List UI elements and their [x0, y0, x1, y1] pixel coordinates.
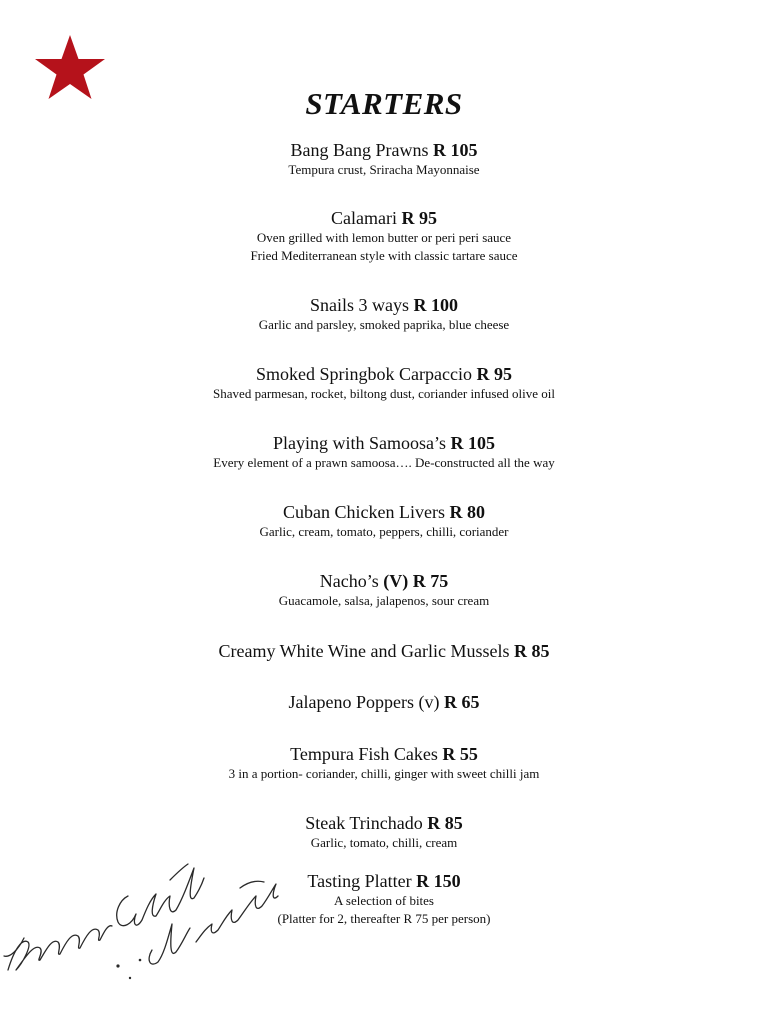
- item-description: Fried Mediterranean style with classic tartare sauce: [250, 247, 518, 263]
- menu-item-heading: [0, 432, 768, 454]
- item-description: (Platter for 2, thereafter R 75 per person): [277, 910, 491, 926]
- vegetarian-badge: (V): [383, 571, 409, 591]
- item-price: R 65: [443, 692, 480, 712]
- menu-item-bang-bang-prawns: [0, 139, 768, 179]
- item-name: Smoked Springbok Carpaccio: [256, 364, 472, 384]
- item-name: Calamari: [331, 208, 397, 228]
- menu-item-heading: [0, 501, 768, 523]
- item-name: Cuban Chicken Livers: [283, 502, 445, 522]
- menu-item-jalapeno-poppers-v: [0, 691, 768, 713]
- item-description: Tempura crust, Sriracha Mayonnaise: [288, 162, 480, 177]
- menu-item-creamy-white-wine-and-garlic-mussels: [0, 640, 768, 662]
- item-name: Creamy White Wine and Garlic Mussels: [218, 641, 510, 661]
- item-price: R 80: [449, 502, 485, 522]
- item-price: R 85: [514, 641, 550, 661]
- item-name: Tempura Fish Cakes: [290, 744, 438, 764]
- menu-item-calamari: [0, 207, 768, 264]
- menu-item-cuban-chicken-livers: [0, 501, 768, 541]
- menu-item-nacho-s: [0, 570, 768, 610]
- menu-item-heading: [0, 743, 768, 765]
- menu-item-snails-3-ways: [0, 294, 768, 334]
- item-description: Garlic, tomato, chilli, cream: [310, 835, 458, 850]
- item-description: Guacamole, salsa, jalapenos, sour cream: [278, 593, 490, 608]
- item-price: R 100: [413, 295, 458, 315]
- item-name: Snails 3 ways: [310, 295, 409, 315]
- menu-item-heading: [0, 570, 768, 592]
- menu-item-smoked-springbok-carpaccio: [0, 363, 768, 403]
- item-name: Nacho’s: [319, 571, 379, 591]
- item-name: Tasting Platter: [307, 871, 412, 891]
- menu-item-tempura-fish-cakes: [0, 743, 768, 783]
- item-price: R 95: [476, 364, 512, 384]
- item-description: Shaved parmesan, rocket, biltong dust, coriander infused olive oil: [213, 386, 555, 401]
- menu-item-heading: [0, 294, 768, 316]
- menu-item-heading: [0, 812, 768, 834]
- item-price: R 55: [442, 744, 478, 764]
- item-description: A selection of bites: [333, 893, 434, 908]
- item-description: Oven grilled with lemon butter or peri peri sauce: [256, 230, 512, 245]
- item-price: R 95: [401, 208, 437, 228]
- menu-item-heading: [0, 139, 768, 161]
- item-description: Every element of a prawn samoosa…. De-constructed all the way: [213, 455, 555, 470]
- item-description: Garlic, cream, tomato, peppers, chilli, coriander: [259, 524, 509, 539]
- item-price: R 150: [416, 871, 461, 891]
- menu-item-heading: [0, 363, 768, 385]
- item-description: Garlic and parsley, smoked paprika, blue cheese: [258, 317, 510, 332]
- item-description: 3 in a portion- coriander, chilli, ginger with sweet chilli jam: [228, 766, 540, 781]
- menu-item-heading: [0, 207, 768, 229]
- page-title: STARTERS: [305, 86, 463, 121]
- menu-item-playing-with-samoosa-s: [0, 432, 768, 472]
- item-price: R 75: [412, 571, 449, 591]
- item-price: R 105: [450, 433, 495, 453]
- menu-item-heading: [0, 691, 768, 713]
- menu-item-heading: [0, 640, 768, 662]
- item-name: Steak Trinchado: [305, 813, 423, 833]
- item-name: Jalapeno Poppers (v): [288, 692, 440, 712]
- item-price: R 105: [433, 140, 478, 160]
- item-name: Playing with Samoosa’s: [272, 433, 446, 453]
- handwritten-signature: [0, 838, 290, 988]
- item-name: Bang Bang Prawns: [290, 140, 433, 160]
- item-price: R 85: [427, 813, 463, 833]
